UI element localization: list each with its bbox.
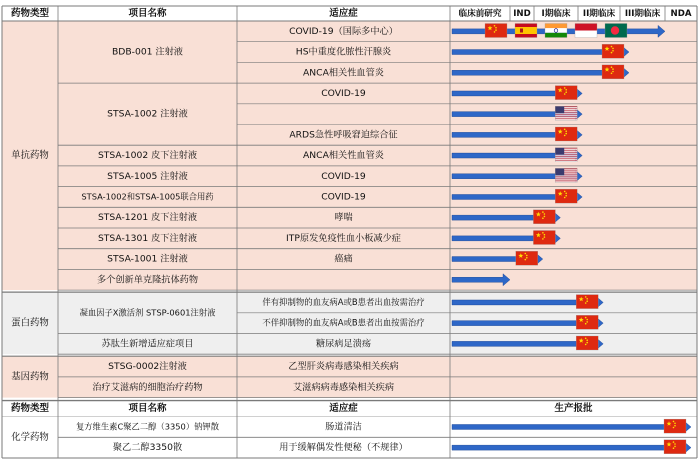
- project-name: 多个创新单克隆抗体药物: [96, 274, 199, 286]
- indication-text: 肠道清洁: [325, 421, 362, 433]
- flag-china-icon: [533, 210, 555, 224]
- flag-china-icon: [485, 24, 507, 38]
- project-name: STSA-1005 注射液: [107, 170, 188, 182]
- header-stage-2: I期临床: [541, 9, 571, 19]
- indication-text: 哮喘: [334, 212, 353, 224]
- chem-header-category: 药物类型: [10, 403, 50, 415]
- chem-header-indication: 适应症: [329, 403, 358, 415]
- flag-china-icon: [533, 231, 555, 245]
- indication-text: ARDS急性呼吸窘迫综合征: [289, 129, 398, 141]
- indication-text: COVID-19（国际多中心）: [289, 25, 398, 37]
- project-name: STSG-0002注射液: [108, 361, 187, 373]
- indication-text: COVID-19: [321, 87, 366, 99]
- flag-china-icon: [576, 295, 598, 309]
- indication-text: 伴有抑制物的血友病A或B患者出血按需治疗: [262, 296, 425, 307]
- project-name: STSA-1301 皮下注射液: [97, 232, 198, 244]
- indication-text: HS中重度化脓性汗腺炎: [295, 46, 392, 58]
- indication-text: 糖尿病足溃疡: [315, 338, 372, 350]
- project-name: 聚乙二醇3350散: [112, 442, 183, 454]
- flag-china-icon: [576, 315, 598, 329]
- flag-china-icon: [576, 336, 598, 350]
- flag-china-icon: [555, 189, 577, 203]
- indication-text: COVID-19: [321, 170, 366, 182]
- indication-text: COVID-19: [321, 191, 366, 203]
- header-stage-0: 临床前研究: [458, 9, 502, 19]
- project-name: STSA-1002 注射液: [107, 108, 188, 120]
- flag-china-icon: [516, 251, 538, 265]
- flag-usa-icon: [555, 106, 577, 120]
- flag-bangladesh-icon: [605, 24, 627, 38]
- header-stage-3: II期临床: [582, 9, 616, 19]
- flag-indonesia-icon: [575, 24, 597, 38]
- flag-china-icon: [664, 419, 686, 433]
- chem-header-project: 项目名称: [128, 403, 167, 415]
- chem-header-stage: 生产报批: [554, 403, 593, 415]
- project-name: 苏肽生新增适应症项目: [101, 338, 194, 350]
- indication-text: 艾滋病病毒感染相关疾病: [292, 381, 395, 393]
- project-name: STSA-1002 皮下注射液: [97, 150, 198, 162]
- indication-text: ANCA相关性血管炎: [303, 67, 384, 79]
- flag-spain-icon: [515, 24, 537, 38]
- project-name: STSA-1002和STSA-1005联合用药: [81, 191, 214, 202]
- flag-china-icon: [664, 440, 686, 454]
- flag-india-icon: [545, 24, 567, 38]
- flag-china-icon: [555, 86, 577, 100]
- project-name: 治疗艾滋病的细胞治疗药物: [92, 381, 203, 393]
- indication-text: 不伴抑制物的血友病A或B患者出血按需治疗: [262, 317, 425, 328]
- indication-text: 癌痛: [334, 253, 353, 265]
- header-category: 药物类型: [10, 8, 50, 19]
- header-indication: 适应症: [329, 8, 358, 19]
- project-name: 复方维生素C聚乙二醇（3350）钠钾散: [75, 421, 220, 432]
- indication-text: ITP原发免疫性血小板减少症: [286, 232, 401, 244]
- project-name: STSA-1001 注射液: [107, 253, 188, 265]
- flag-china-icon: [602, 44, 624, 58]
- indication-text: 乙型肝炎病毒感染相关疾病: [288, 361, 399, 373]
- header-stage-5: NDA: [670, 9, 692, 19]
- indication-text: ANCA相关性血管炎: [303, 150, 384, 162]
- flag-usa-icon: [555, 168, 577, 182]
- indication-text: 用于缓解偶发性便秘（不规律）: [279, 442, 408, 454]
- flag-china-icon: [602, 65, 624, 79]
- project-name: BDB-001 注射液: [111, 46, 184, 58]
- category-label: 蛋白药物: [11, 317, 49, 329]
- project-name: 凝血因子X激活剂 STSP-0601注射液: [79, 307, 216, 318]
- category-label: 单抗药物: [11, 150, 49, 162]
- flag-china-icon: [555, 127, 577, 141]
- project-name: STSA-1201 皮下注射液: [97, 212, 198, 224]
- header-stage-4: III期临床: [624, 9, 661, 19]
- header-project: 项目名称: [128, 8, 167, 19]
- header-stage-1: IND: [513, 9, 531, 19]
- flag-usa-icon: [555, 148, 577, 162]
- category-label: 基因药物: [11, 371, 49, 383]
- category-label: 化学药物: [11, 431, 49, 443]
